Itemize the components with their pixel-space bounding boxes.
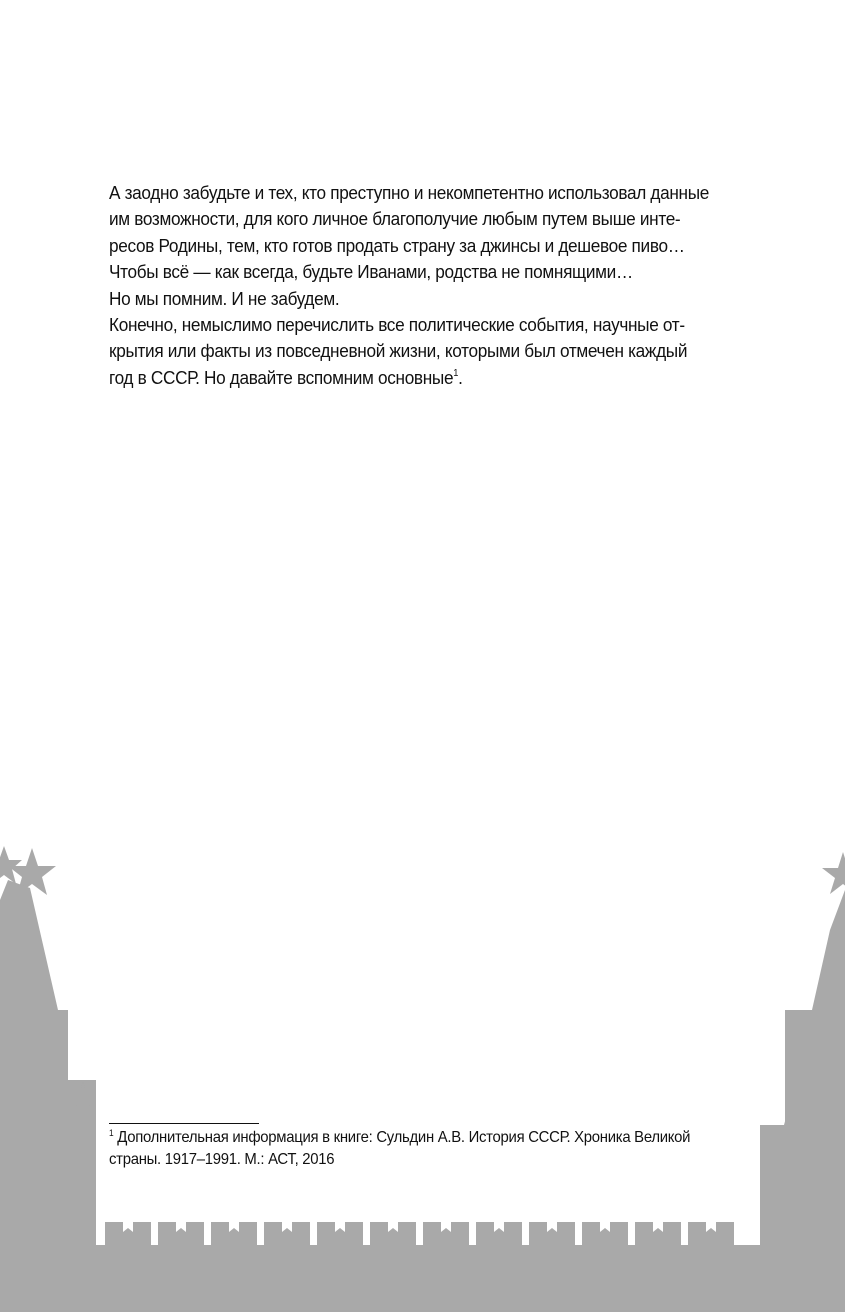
footnote [109, 1127, 760, 1171]
body-line-8 [109, 365, 723, 391]
footnote-line-2: страны. 1917–1991. М.: АСТ, 2016 [109, 1151, 335, 1168]
right-star-icon [822, 852, 845, 894]
body-line-6: Конечно, немыслимо перечислить все политические события, научные от- [109, 314, 685, 336]
body-line-7: крытия или факты из повседневной жизни, которыми был отмечен каждый [109, 340, 688, 362]
footnote-divider [109, 1123, 259, 1124]
footnote-marker: 1 [109, 1128, 114, 1138]
body-line-1: А заодно забудьте и тех, кто преступно и некомпетентно использовал данные [109, 182, 710, 203]
footnote-text-1: Дополнительная информация в книге: Сульдин А.В. История СССР. Хроника Великой [113, 1129, 691, 1146]
left-star-small-icon [0, 846, 22, 884]
body-line-5: Но мы помним. И не забудем. [109, 287, 340, 309]
body-line-4: Чтобы всё — как всегда, будьте Иванами, родства не помнящими… [109, 261, 633, 283]
body-text [109, 180, 723, 391]
body-line-3: ресов Родины, тем, кто готов продать страну за джинсы и дешевое пиво… [109, 234, 685, 256]
body-line-8-tail: . [458, 366, 463, 388]
body-line-8-text: год в СССР. Но давайте вспомним основные [109, 366, 454, 388]
footnote-line-1 [109, 1127, 760, 1149]
body-line-2: им возможности, для кого личное благополучие любым путем выше инте- [109, 208, 681, 230]
footnote-reference[interactable]: 1 [453, 367, 459, 379]
